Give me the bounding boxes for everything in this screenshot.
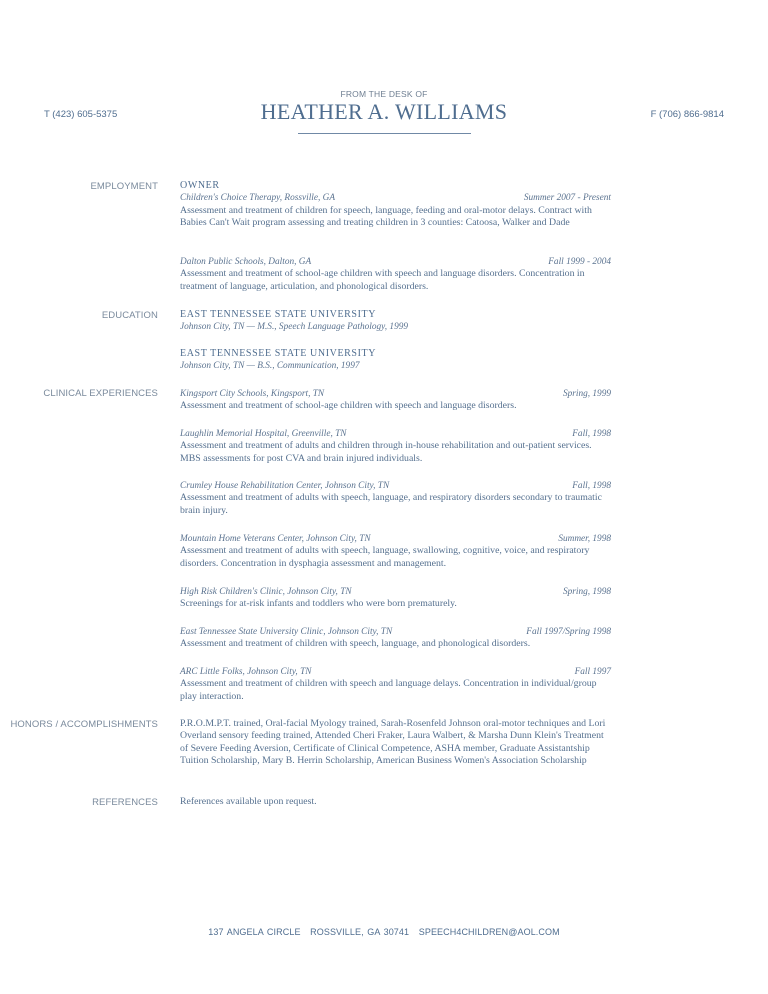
school-degree: Johnson City, TN — B.S., Communication, 1997 xyxy=(180,361,360,372)
job-row xyxy=(180,256,611,268)
clinical-date: Spring, 1999 xyxy=(562,389,611,399)
school-degree: Johnson City, TN — M.S., Speech Language Pathology, 1999 xyxy=(180,322,409,333)
education-entry xyxy=(180,309,611,334)
clinical-date: Spring, 1998 xyxy=(562,587,611,597)
employment-heading: OWNER xyxy=(180,180,220,191)
clinical-date: Summer, 1998 xyxy=(558,534,611,544)
clinical-date: Fall, 1998 xyxy=(572,481,611,491)
footer-email[interactable]: SPEECH4CHILDREN@AOL.COM xyxy=(418,927,560,937)
clinical-entry xyxy=(180,626,611,651)
clinical-description: Assessment and treatment of adults with speech, language, swallowing, cognitive, voice, and respiratory disorders. Concentration in dysphagia assessment and management. xyxy=(180,545,590,569)
fax-number: F (706) 866-9814 xyxy=(650,109,724,120)
title-divider xyxy=(298,133,471,134)
clinical-place: East Tennessee State University Clinic, Johnson City, TN xyxy=(180,627,393,637)
clinical-row xyxy=(180,586,611,598)
job-description: Assessment and treatment of children for speech, language, feeding and oral-motor delays. Contract with Babies Can't Wait program assessing and treating children in 3 counties: Catoosa, Walker and Dade xyxy=(180,204,592,229)
job-description: Assessment and treatment of school-age children with speech and language disorders. Concentration in treatment of language, articulation, and phonological disorders. xyxy=(180,268,585,292)
job-date: Fall 1999 - 2004 xyxy=(548,257,611,267)
job-place: Children's Choice Therapy, Rossville, GA xyxy=(180,193,336,204)
clinical-description: Screenings for at-risk infants and toddlers who were born prematurely. xyxy=(180,598,457,610)
clinical-row xyxy=(180,388,611,400)
clinical-description: Assessment and treatment of children with speech, language, and phonological disorders. xyxy=(180,638,531,650)
clinical-description: Assessment and treatment of school-age children with speech and language disorders. xyxy=(180,400,517,412)
clinical-row xyxy=(180,480,611,492)
clinical-date: Fall 1997 xyxy=(574,667,611,677)
section-label-honors: HONORS / ACCOMPLISHMENTS xyxy=(10,719,158,730)
job-row xyxy=(180,192,611,204)
clinical-row xyxy=(180,533,611,545)
clinical-date: Fall, 1998 xyxy=(572,429,611,439)
clinical-place: Kingsport City Schools, Kingsport, TN xyxy=(180,389,325,399)
footer-address: 137 ANGELA CIRCLE xyxy=(208,927,301,937)
clinical-entry xyxy=(180,428,611,465)
clinical-place: ARC Little Folks, Johnson City, TN xyxy=(180,667,312,677)
clinical-entry xyxy=(180,586,611,611)
clinical-description: Assessment and treatment of adults and children through in-house rehabilitation and out-patient services. MBS assessments for post CVA and brain injured individuals. xyxy=(180,440,592,464)
footer-contact xyxy=(0,927,768,937)
phone-number: T (423) 605-5375 xyxy=(44,109,118,120)
clinical-entry xyxy=(180,533,611,570)
honors-text: P.R.O.M.P.T. trained, Oral-facial Myology trained, Sarah-Rosenfeld Johnson oral-motor techniques and Lori Overland sensory feeding trained, Attended Cheri Fraker, Laura Walbert, & Marsha Dunn Klein's Treatment of Severe Feeding Aversion, Certificate of Clinical Competence, ASHA member, Graduate Assistantship Tuition Scholarship, Mary B. Herrin Scholarship, American Business Women's Association Scholarship xyxy=(180,718,606,767)
clinical-place: Laughlin Memorial Hospital, Greenville, TN xyxy=(180,429,347,439)
clinical-entry xyxy=(180,666,611,703)
section-label-employment: EMPLOYMENT xyxy=(90,181,158,192)
clinical-place: Mountain Home Veterans Center, Johnson City, TN xyxy=(180,534,371,544)
job-date: Summer 2007 - Present xyxy=(523,193,611,204)
clinical-entry xyxy=(180,480,611,517)
footer-city: ROSSVILLE, GA 30741 xyxy=(310,927,410,937)
clinical-description: Assessment and treatment of children with speech and language delays. Concentration in individual/group play interaction. xyxy=(180,678,597,702)
school-name: EAST TENNESSEE STATE UNIVERSITY xyxy=(180,309,377,320)
clinical-description: Assessment and treatment of adults with speech, language, and respiratory disorders secondary to traumatic brain injury. xyxy=(180,492,602,516)
employment-section xyxy=(180,180,611,230)
page-title: HEATHER A. WILLIAMS xyxy=(260,99,508,124)
section-label-clinical: CLINICAL EXPERIENCES xyxy=(43,388,158,399)
references-text: References available upon request. xyxy=(180,796,317,807)
job-place: Dalton Public Schools, Dalton, GA xyxy=(180,257,312,267)
clinical-entry xyxy=(180,388,611,413)
from-the-desk-label: FROM THE DESK OF xyxy=(340,89,428,99)
clinical-row xyxy=(180,428,611,440)
section-label-education: EDUCATION xyxy=(101,310,158,321)
references-section xyxy=(180,796,611,808)
clinical-date: Fall 1997/Spring 1998 xyxy=(526,627,611,637)
clinical-place: Crumley House Rehabilitation Center, Johnson City, TN xyxy=(180,481,390,491)
clinical-row xyxy=(180,626,611,638)
section-label-references: REFERENCES xyxy=(92,797,158,808)
employment-job-2 xyxy=(180,256,611,293)
school-detail xyxy=(180,321,611,333)
honors-section xyxy=(180,718,611,768)
clinical-row xyxy=(180,666,611,678)
education-entry xyxy=(180,348,611,373)
school-name: EAST TENNESSEE STATE UNIVERSITY xyxy=(180,348,377,359)
school-detail xyxy=(180,360,611,372)
clinical-place: High Risk Children's Clinic, Johnson City, TN xyxy=(180,587,352,597)
